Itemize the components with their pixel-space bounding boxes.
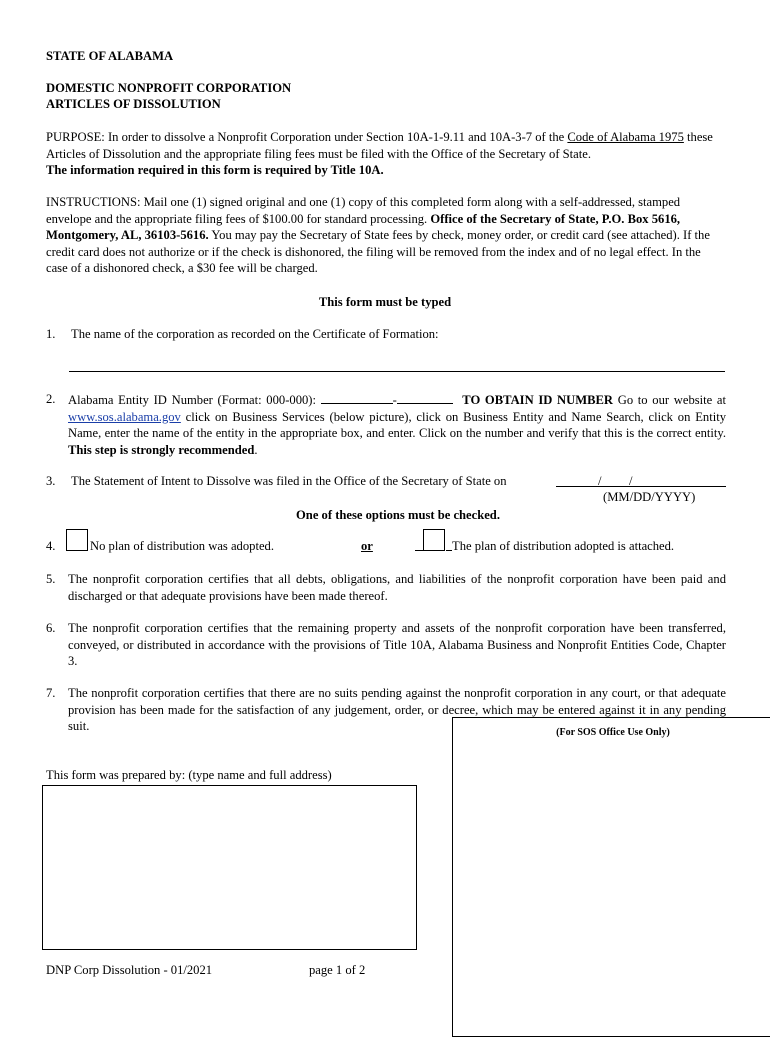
item-3-label: The Statement of Intent to Dissolve was filed in the Office of the Secretary of State on — [71, 474, 507, 488]
recommended-notice: This step is strongly recommended — [68, 442, 255, 457]
prepared-by-field[interactable] — [42, 785, 417, 950]
item-2-number: 2. — [46, 392, 56, 406]
item-7-number: 7. — [46, 686, 56, 700]
item-3-number: 3. — [46, 474, 56, 488]
form-title-line2: ARTICLES OF DISSOLUTION — [46, 97, 221, 111]
page-number: page 1 of 2 — [309, 963, 366, 977]
sos-office-use-box — [452, 717, 770, 1037]
purpose-required-notice: The information required in this form is required by Title 10A. — [46, 163, 384, 177]
prepared-by-label: This form was prepared by: (type name and full address) — [46, 768, 332, 782]
item-6-number: 6. — [46, 621, 56, 635]
no-plan-checkbox[interactable] — [66, 529, 88, 551]
item-2-text: Alabama Entity ID Number (Format: 000-000): - TO OBTAIN ID NUMBER Go to our website at www.sos.alabama.gov click on Business Services (below picture), click on Business Entity and Name Search, click on Entity Name, enter the name of the entity in the appropriate box, and enter. Click on the number and verify that this is the correct entity. This step is strongly recommended. — [68, 393, 727, 457]
sos-website-link[interactable]: www.sos.alabama.gov — [68, 409, 181, 424]
filing-date-field[interactable]: / / — [556, 473, 726, 487]
instructions-paragraph: INSTRUCTIONS: Mail one (1) signed original and one (1) copy of this completed form along with a self-addressed, stamped envelope and the appropriate filing fees of $100.00 for standard processing. Office of the Secretary of State, P.O. Box 5616, Montgomery, AL, 36103-5616. You may pay the Secretary of State fees by check, money order, or credit card (see attached). If the credit card does not authorize or if the check is dishonored, the filing will be removed from the index and of no legal effect. In the case of a dishonored check, a $30 fee will be charged. — [46, 195, 710, 275]
plan-attached-checkbox[interactable] — [423, 529, 445, 551]
item-7-text: The nonprofit corporation certifies that there are no suits pending against the nonprofit corporation in any court, or that adequate provision has been made for the satisfaction of any judgement, order, or decree, which may be entered against it in any pending suit. — [68, 686, 726, 733]
item-4-number: 4. — [46, 539, 56, 553]
mailing-address: Office of the Secretary of State, P.O. Box 5616, Montgomery, AL, 36103-5616. — [46, 211, 681, 242]
typed-notice: This form must be typed — [318, 295, 452, 309]
item-1-number: 1. — [46, 327, 56, 341]
no-plan-label: No plan of distribution was adopted. — [90, 539, 274, 553]
entity-id-part2-field[interactable] — [397, 391, 453, 404]
state-title: STATE OF ALABAMA — [46, 49, 174, 63]
options-notice: One of these options must be checked. — [296, 508, 500, 522]
item-6-text: The nonprofit corporation certifies that the remaining property and assets of the nonprofit corporation have been transferred, conveyed, or distributed in accordance with the provisions of Title 10A, Alabama Business and Nonprofit Entities Code, Chapter 3. — [68, 621, 726, 668]
item-5-text: The nonprofit corporation certifies that all debts, obligations, and liabilities of the nonprofit corporation have been paid and discharged or that adequate provisions have been made thereof. — [68, 572, 726, 603]
sos-office-use-label: (For SOS Office Use Only) — [556, 727, 670, 738]
entity-id-part1-field[interactable] — [321, 391, 393, 404]
code-of-alabama-link[interactable]: Code of Alabama 1975 — [567, 130, 684, 144]
purpose-paragraph: PURPOSE: In order to dissolve a Nonprofit Corporation under Section 10A-1-9.11 and 10A-3-7 of the Code of Alabama 1975 these Articles of Dissolution and the appropriate filing fees must be filed with the Office of the Secretary of State. The information required in this form is required by Title 10A. — [46, 130, 713, 177]
item-1-label: The name of the corporation as recorded on the Certificate of Formation: — [71, 327, 439, 341]
form-title-line1: DOMESTIC NONPROFIT CORPORATION — [46, 81, 292, 95]
plan-attached-label: The plan of distribution adopted is attached. — [452, 539, 675, 553]
item-5-number: 5. — [46, 572, 56, 586]
corporation-name-field[interactable] — [69, 371, 725, 372]
checkbox-underline — [415, 550, 423, 551]
form-id: DNP Corp Dissolution - 01/2021 — [46, 963, 213, 977]
date-format-hint: (MM/DD/YYYY) — [603, 490, 696, 504]
or-label: or — [361, 539, 373, 553]
